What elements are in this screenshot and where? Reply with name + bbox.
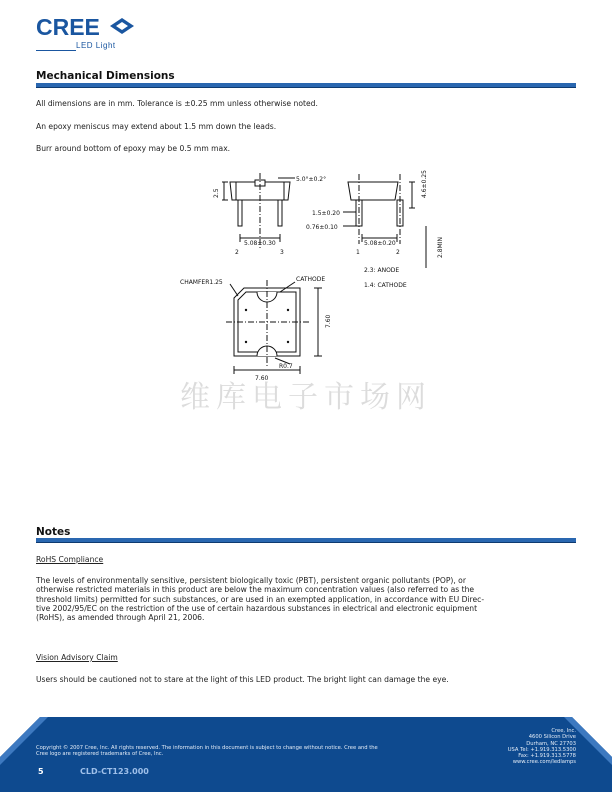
pin-front-left: 2 <box>235 249 239 256</box>
mechanical-drawing <box>150 168 450 386</box>
dim-height: 7.60 <box>325 314 332 328</box>
rohs-line: tive 2002/95/EC on the restriction of the use of certain hazardous substances in electrical and electronic equipment <box>36 603 478 613</box>
pad-dot-1 <box>245 309 247 311</box>
address-line: 4600 Silicon Drive <box>528 734 576 741</box>
dim-pitch-left: 5.08±0.30 <box>244 240 276 247</box>
address-line: Cree, Inc. <box>551 728 576 734</box>
dim-chamfer: CHAMFER1.25 <box>180 279 223 286</box>
page-number: 5 <box>38 767 44 776</box>
logo-diamond-icon <box>110 18 134 34</box>
pad-dot-3 <box>245 341 247 343</box>
dim-lead-length: 2.8MIN <box>437 237 444 258</box>
dim-pitch-right: 5.08±0.20 <box>364 240 396 247</box>
rohs-paragraph <box>36 576 576 622</box>
watermark: 维库电子市场网 <box>180 380 432 415</box>
mechanical-title: Mechanical Dimensions <box>36 70 175 82</box>
footer-copyright <box>36 745 456 758</box>
rohs-line: otherwise restricted materials in this product are below the maximum concentration values (also referred to as the <box>36 585 475 595</box>
dim-width: 7.60 <box>255 375 269 382</box>
address-line: Durham, NC 27703 <box>526 740 576 747</box>
address-line: USA Tel: +1.919.313.5300 <box>507 746 576 753</box>
pin-front-right: 3 <box>280 249 284 256</box>
logo-wordmark: CREE <box>36 14 100 40</box>
vision-paragraph: Users should be cautioned not to stare at the light of this LED product. The bright light can damage the eye. <box>36 675 449 684</box>
copyright-line: Cree logo are registered trademarks of Cree, Inc. <box>36 751 164 758</box>
notes-title: Notes <box>36 526 71 538</box>
dim-height-2-5: 2.5 <box>213 188 220 198</box>
mechanical-line-3: Burr around bottom of epoxy may be 0.5 mm max. <box>36 144 231 153</box>
copyright-line: Copyright © 2007 Cree, Inc. All rights reserved. The information in this document is subject to change without notice. Cree and the <box>36 745 378 751</box>
side-view-body <box>348 182 398 200</box>
label-cathode: CATHODE <box>296 276 326 283</box>
dim-angle: 5.0°±0.2° <box>296 176 327 183</box>
document-number: CLD-CT123.000 <box>80 767 149 776</box>
pad-dot-4 <box>287 341 289 343</box>
rohs-line: The levels of environmentally sensitive, persistent biologically toxic (PBT), persistent organic pollutants (POP), or <box>36 576 466 585</box>
notes-rule <box>36 538 576 543</box>
address-link[interactable]: www.cree.com/ledlamps <box>512 759 576 766</box>
section-rule <box>36 83 576 88</box>
legend-cathode: 1.4: CATHODE <box>364 282 407 289</box>
logo-underline <box>36 50 76 51</box>
logo-subtitle: LED Light <box>76 41 116 50</box>
rohs-line: (RoHS), as amended through April 21, 2006. <box>36 613 205 623</box>
cree-logo <box>36 14 136 54</box>
front-lead-left <box>238 200 242 226</box>
footer-address <box>508 728 576 766</box>
rohs-heading[interactable]: RoHS Compliance <box>36 555 104 564</box>
rohs-line: threshold limits) permitted for such substances, or are used in an exempted application, in accordance with EU Direc- <box>36 594 485 604</box>
dim-radius: R0.7 <box>279 363 293 370</box>
pin-side-right: 2 <box>396 249 400 256</box>
vision-heading[interactable]: Vision Advisory Claim <box>36 653 118 662</box>
mechanical-line-1: All dimensions are in mm. Tolerance is ±0.25 mm unless otherwise noted. <box>36 99 318 108</box>
dim-side-height: 4.6±0.25 <box>421 170 428 198</box>
address-line: Fax: +1.919.313.5778 <box>518 753 576 760</box>
dim-lead-1-5: 1.5±0.20 <box>312 210 340 217</box>
pin-side-left: 1 <box>356 249 360 256</box>
pad-dot-2 <box>287 309 289 311</box>
dim-lead-0-76: 0.76±0.10 <box>306 224 338 231</box>
mechanical-line-2: An epoxy meniscus may extend about 1.5 mm down the leads. <box>36 122 277 131</box>
front-lead-right <box>278 200 282 226</box>
legend-anode: 2.3: ANODE <box>364 267 400 274</box>
